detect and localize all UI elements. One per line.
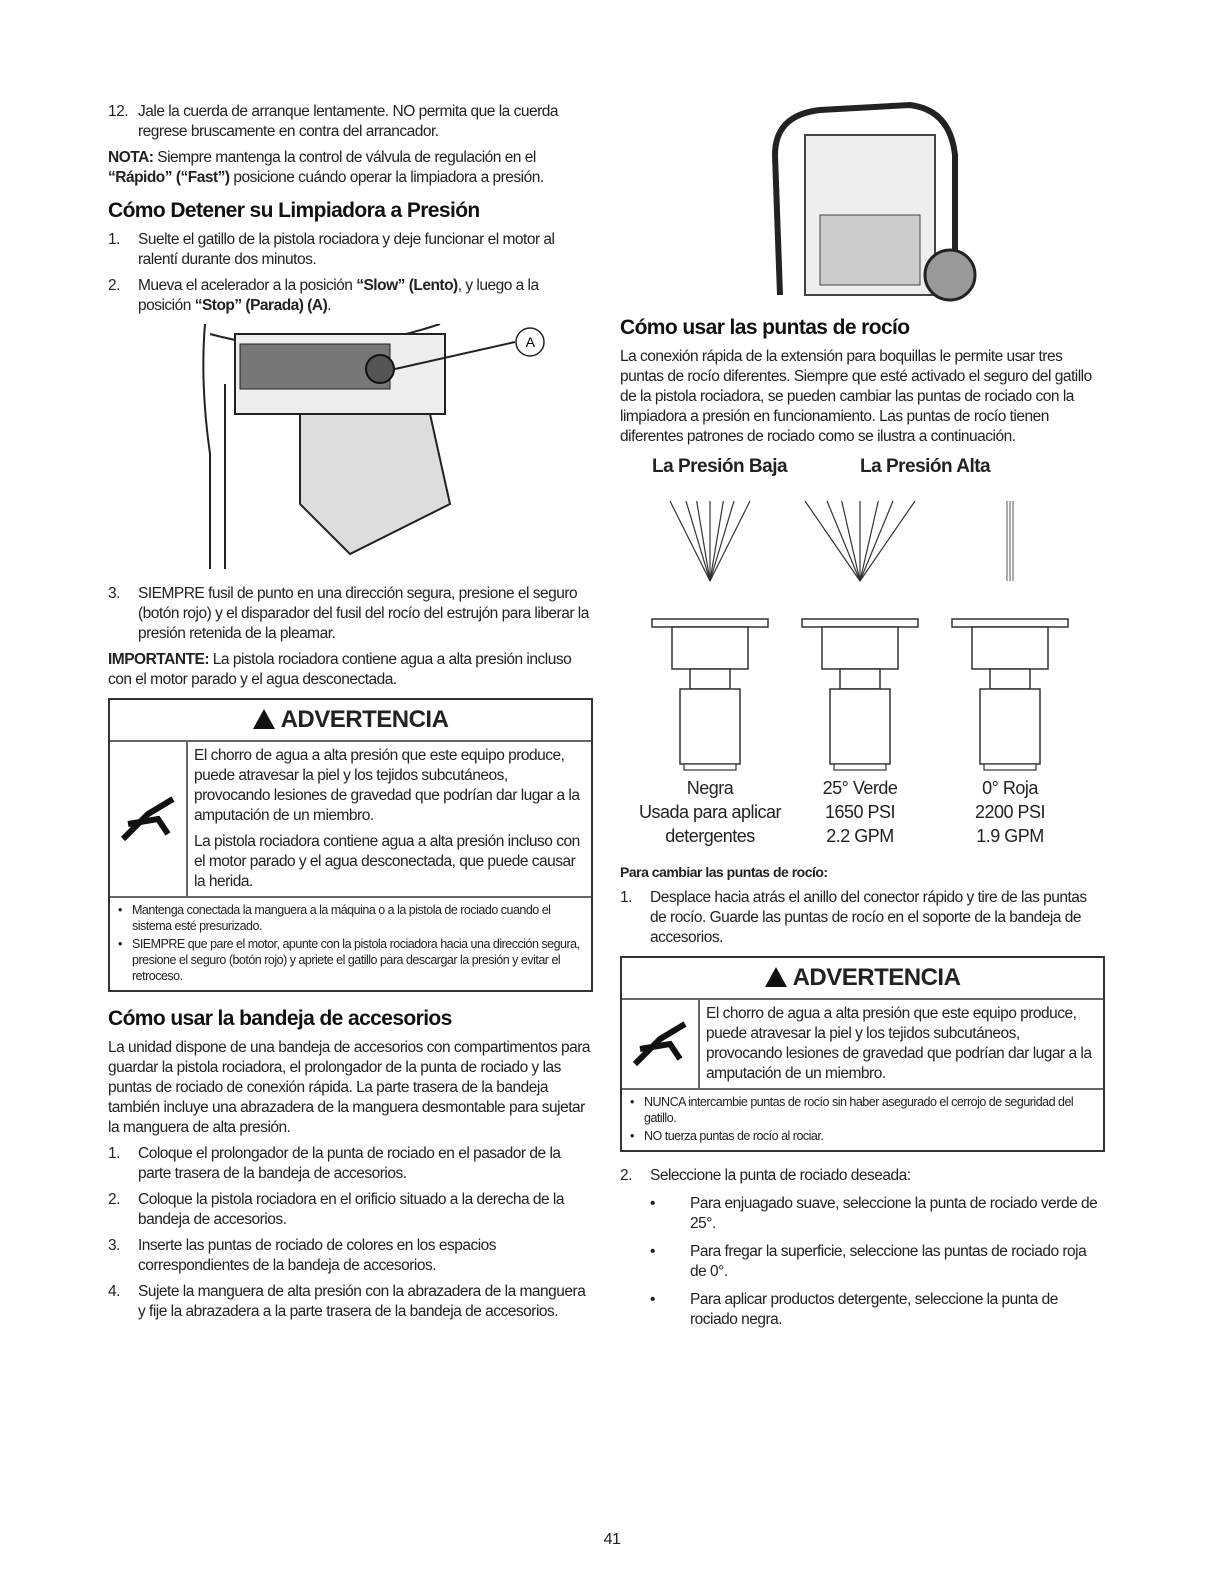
heading-stop: Cómo Detener su Limpiadora a Presión [108, 199, 480, 222]
tip-bullet: • Para aplicar productos detergente, seleccione la punta de rociado negra. [650, 1291, 1058, 1328]
high-pressure-label: La Presión Alta [860, 456, 991, 477]
nozzle-neck [990, 669, 1030, 689]
change-step-2: 2. Seleccione la punta de rociado deseada: [620, 1167, 911, 1184]
nozzle-base [684, 764, 736, 770]
stop-step-2: 2. Mueva el acelerador a la posición “Slow” (Lento), y luego a la posición “Stop” (Parada) (A). [108, 277, 539, 314]
heading-tips: Cómo usar las puntas de rocío [620, 316, 910, 339]
tray-intro: La unidad dispone de una bandeja de accesorios con compartimentos para guardar la pistola rociadora, el prolongador de la punta de rociado y las puntas de rociado de conexión rápida. La parte trasera de la bandeja también incluye una abrazadera de la manguera desmontable para sujetar la manguera de alta presión. [108, 1039, 591, 1136]
nozzle-flange [802, 619, 918, 627]
nozzle-flange [952, 619, 1068, 627]
warning-bullet: • NUNCA intercambie puntas de rocío sin haber asegurado el cerrojo de seguridad del gatillo. [630, 1095, 1074, 1125]
figure-label-a: A [525, 334, 535, 350]
tray-step: 4. Sujete la manguera de alta presión con la abrazadera de la manguera y fije la abrazadera a la parte trasera de la bandeja de accesorios. [108, 1283, 586, 1320]
nota: NOTA: Siempre mantenga la control de válvula de regulación en el “Rápido” (“Fast”) posicione cuándo operar la limpiadora a presión. [108, 149, 544, 186]
importante: IMPORTANTE: La pistola rociadora contiene agua a alta presión incluso con el motor parado y el agua desconectada. [108, 651, 572, 688]
tray-step: 3. Inserte las puntas de rociado de colores en los espacios correspondientes de la bandeja de accesorios. [108, 1237, 497, 1274]
low-pressure-label: La Presión Baja [652, 456, 788, 477]
change-heading: Para cambiar las puntas de rocío: [620, 864, 828, 880]
nozzle-captions [620, 776, 1105, 852]
warning-bullet: • SIEMPRE que pare el motor, apunte con la pistola rociadora hacia una dirección segura, presione el seguro (botón rojo) y apriete el gatillo para descargar la presión y evitar el retroceso. [118, 937, 580, 983]
tip-bullet: • Para fregar la superficie, seleccione las puntas de rociado roja de 0°. [650, 1243, 1087, 1280]
nozzle-tip [830, 689, 890, 764]
tray-step: 2. Coloque la pistola rociadora en el orificio situado a la derecha de la bandeja de accesorios. [108, 1191, 564, 1228]
left-column [108, 102, 593, 1328]
warning-text-1: El chorro de agua a alta presión que este equipo produce, puede atravesar la piel y los tejidos subcutáneos, provocando lesiones de gravedad que podrían dar lugar a la amputación de un miembro. [194, 747, 580, 824]
spray-line [842, 501, 860, 581]
nozzle-body [972, 627, 1048, 669]
heading-tray: Cómo usar la bandeja de accesorios [108, 1007, 452, 1030]
page-number: 41 [603, 1531, 621, 1548]
nozzle-tip [980, 689, 1040, 764]
tray-step: 1. Coloque el prolongador de la punta de rociado en el pasador de la parte trasera de la bandeja de accesorios. [108, 1145, 561, 1182]
warning-text-2: La pistola rociadora contiene agua a alta presión incluso con el motor parado y el agua desconectada, que puede causar la herida. [194, 833, 580, 890]
hand-injury-icon [622, 1000, 700, 1088]
tip-bullet: • Para enjuagado suave, seleccione la punta de rociado verde de 25°. [650, 1195, 1098, 1232]
change-step-1: 1. Desplace hacia atrás el anillo del conector rápido y tire de las puntas de rocío. Guarde las puntas de rocío en el soporte de la bandeja de accesorios. [620, 889, 1087, 946]
nozzle-body [822, 627, 898, 669]
nozzle-base [834, 764, 886, 770]
warning-title: ADVERTENCIA [622, 958, 1103, 1000]
nozzle-neck [690, 669, 730, 689]
nozzle-base [984, 764, 1036, 770]
stop-step-3: 3. SIEMPRE fusil de punto en una dirección segura, presione el seguro (botón rojo) y el disparador del fusil del rocío del estrujón para liberar la presión retenida de la pleamar. [108, 585, 589, 642]
warning-triangle-icon [765, 967, 787, 987]
pressure-labels [620, 455, 1105, 481]
nozzle-diagram [620, 481, 1100, 776]
nozzle-caption-green: 25° Verde 1650 PSI 2.2 GPM [822, 778, 898, 846]
spray-line [860, 501, 878, 581]
accessory-tray-illustration [760, 95, 1000, 305]
warning-text-1: El chorro de agua a alta presión que este equipo produce, puede atravesar la piel y los tejidos subcutáneos, provocando lesiones de gravedad que podrían dar lugar a la amputación de un miembro. [706, 1005, 1092, 1082]
throttle-illustration [180, 324, 580, 574]
nozzle-flange [652, 619, 768, 627]
nozzle-caption-black: Negra Usada para aplicar detergentes [638, 778, 782, 846]
warning-title: ADVERTENCIA [110, 700, 591, 742]
tips-intro: La conexión rápida de la extensión para boquillas le permite usar tres puntas de rocío diferentes. Siempre que esté activado el seguro del gatillo de la pistola rociadora, se pueden cambiar las puntas de rociado con la limpiadora a presión en funcionamiento. Las puntas de rocío tienen diferentes patrones de rociado como se ilustra a continuación. [620, 348, 1092, 445]
warning-box-left [108, 698, 593, 992]
warning-bullet: • Mantenga conectada la manguera a la máquina o a la pistola de rociado cuando el sistema esté presurizado. [118, 903, 551, 933]
nozzle-neck [840, 669, 880, 689]
nozzle-caption-red: 0° Roja 2200 PSI 1.9 GPM [974, 778, 1046, 846]
hand-injury-icon [110, 742, 188, 896]
warning-box-right [620, 956, 1105, 1152]
right-column [620, 95, 1105, 1338]
step-12: 12. Jale la cuerda de arranque lentamente. NO permita que la cuerda regrese bruscamente en contra del arrancador. [108, 103, 558, 140]
stop-step-1: 1. Suelte el gatillo de la pistola rociadora y deje funcionar el motor al ralentí durante dos minutos. [108, 231, 555, 268]
warning-bullet: • NO tuerza puntas de rocío al rociar. [630, 1129, 824, 1143]
nozzle-body [672, 627, 748, 669]
warning-triangle-icon [253, 709, 275, 729]
nozzle-tip [680, 689, 740, 764]
